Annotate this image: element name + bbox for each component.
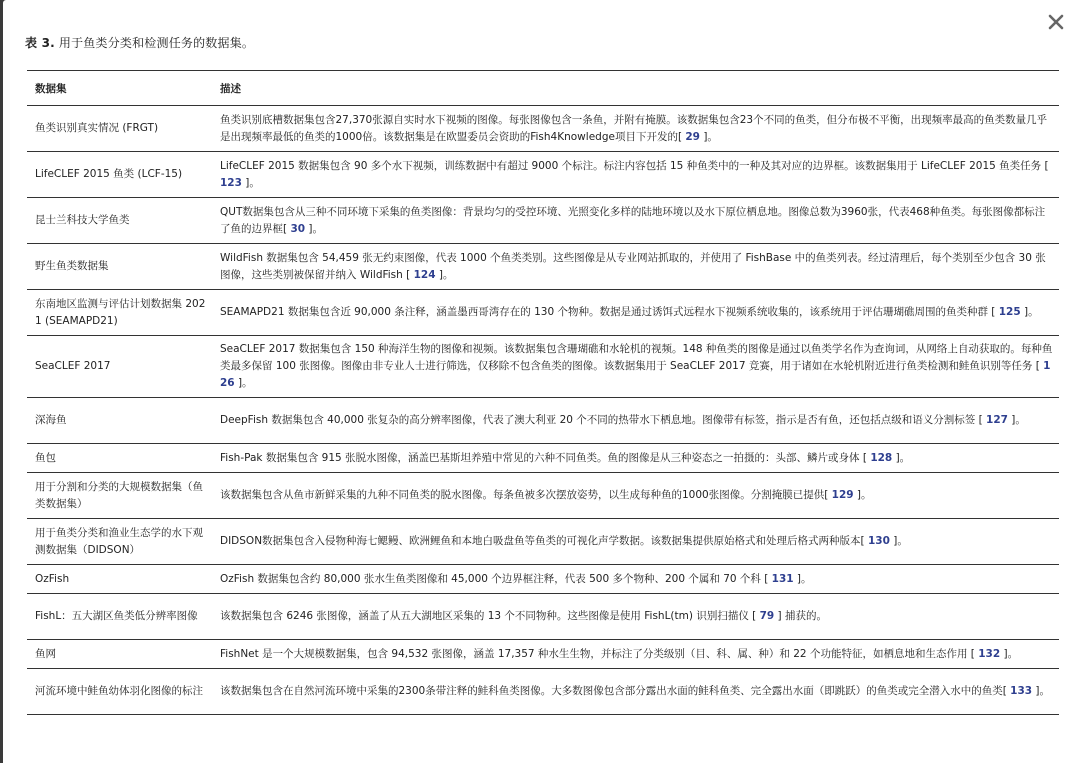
table-row (27, 565, 1059, 594)
dataset-name-cell: 东南地区监测与评估计划数据集 2021 (SEAMAPD21) (27, 290, 212, 336)
table-row (27, 152, 1059, 198)
datasets-table (27, 70, 1059, 715)
table-container (27, 70, 1059, 715)
dataset-name-cell: LifeCLEF 2015 鱼类 (LCF-15) (27, 152, 212, 198)
reference-link[interactable]: 29 (685, 130, 700, 143)
description-tail: ]。 (892, 451, 911, 464)
description-text: SEAMAPD21 数据集包含近 90,000 条注释，涵盖墨西哥湾存在的 130 个物种。数据是通过诱饵式远程水下视频系统收集的，该系统用于评估珊瑚礁周围的鱼类种群 [ (220, 306, 999, 318)
description-tail: ]。 (305, 222, 323, 235)
table-row (27, 473, 1059, 519)
reference-link[interactable]: 127 (986, 414, 1008, 426)
reference-link[interactable]: 123 (220, 176, 242, 189)
description-tail: ]。 (1000, 647, 1019, 660)
dataset-description-cell (212, 152, 1059, 198)
dataset-name-cell: 河流环境中鲑鱼幼体羽化图像的标注 (35, 685, 203, 697)
table-caption-text: 用于鱼类分类和检测任务的数据集。 (54, 36, 255, 50)
table-modal (3, 0, 1080, 763)
description-tail: ]。 (234, 377, 253, 389)
close-button[interactable] (1044, 10, 1068, 34)
reference-link[interactable]: 130 (867, 535, 890, 547)
table-row (27, 519, 1059, 565)
description-tail: ]。 (889, 535, 908, 547)
description-text: DIDSON数据集包含入侵物种海七鳃鳗、欧洲鲤鱼和本地白吸盘鱼等鱼类的可视化声学数据。该数据集提供原始格式和处理后格式两种版本[ (220, 535, 868, 547)
description-text: 鱼类识别底槽数据集包含27,370张源自实时水下视频的图像。每张图像包含一条鱼，并附有掩膜。该数据集包含23个不同的鱼类，但分布极不平衡，出现频率最高的鱼类数量几乎是出现频率最低的鱼类的1000倍。该数据集是在欧盟委员会资助的Fish4Knowledge项目下开发的[ (220, 113, 1048, 143)
reference-link[interactable]: 126 (220, 360, 1051, 389)
table-caption-label: 表 3. (25, 36, 55, 50)
description-tail: ]。 (241, 176, 260, 189)
description-text: LifeCLEF 2015 数据集包含 90 多个水下视频，训练数据中有超过 9000 个标注。标注内容包括 15 种鱼类中的一种及其对应的边界框。该数据集用于 LifeCLEF 2015 鱼类任务 [ (220, 159, 1049, 172)
dataset-name-cell: 用于鱼类分类和渔业生态学的水下观测数据集（DIDSON） (27, 519, 212, 565)
table-row (27, 640, 1059, 669)
reference-link[interactable]: 128 (870, 451, 893, 464)
description-text: DeepFish 数据集包含 40,000 张复杂的高分辨率图像，代表了澳大利亚 20 个不同的热带水下栖息地。图像带有标签，指示是否有鱼，还包括点级和语义分割标签 [ (220, 414, 987, 426)
description-tail: ]。 (435, 268, 454, 281)
table-row (27, 106, 1059, 152)
dataset-description-cell (212, 473, 1059, 519)
close-icon[interactable] (1044, 10, 1068, 34)
dataset-description-cell (212, 519, 1059, 565)
dataset-description-cell (212, 398, 1059, 444)
dataset-description-cell (212, 198, 1059, 244)
reference-link[interactable]: 79 (759, 610, 775, 622)
dataset-name-cell: FishL：五大湖区鱼类低分辨率图像 (27, 594, 212, 640)
column-header-dataset: 数据集 (27, 71, 212, 106)
reference-link[interactable]: 133 (1010, 685, 1033, 697)
dataset-name-cell: 野生鱼类数据集 (27, 244, 212, 290)
dataset-name-cell: 鱼网 (27, 640, 212, 669)
table-header-row (27, 71, 1059, 106)
description-tail: ]。 (1007, 414, 1026, 426)
reference-link[interactable]: 124 (413, 268, 436, 281)
dataset-description-cell (212, 565, 1059, 594)
description-tail: ]。 (853, 489, 872, 501)
dataset-name-cell: SeaCLEF 2017 (27, 336, 212, 398)
table-row (27, 244, 1059, 290)
dataset-description-cell (212, 244, 1059, 290)
dataset-name-cell: 深海鱼 (27, 398, 212, 444)
reference-link[interactable]: 132 (978, 647, 1001, 660)
description-tail: ]。 (700, 130, 718, 143)
dataset-name-cell: OzFish (27, 565, 212, 594)
table-row (27, 198, 1059, 244)
description-text: Fish-Pak 数据集包含 915 张脱水图像，涵盖巴基斯坦养殖中常见的六种不同鱼类。鱼的图像是从三种姿态之一拍摄的：头部、鳞片或身体 [ (220, 451, 871, 464)
table-row (27, 594, 1059, 640)
description-text: QUT数据集包含从三种不同环境下采集的鱼类图像：背景均匀的受控环境、光照变化多样的陆地环境以及水下原位栖息地。图像总数为3960张，代表468种鱼类。每张图像都标注了鱼的边界框[ (220, 205, 1046, 235)
description-tail: ] 捕获的。 (774, 610, 827, 622)
description-tail: ]。 (793, 572, 812, 585)
table-body (27, 106, 1059, 715)
reference-link[interactable]: 131 (771, 572, 794, 585)
description-tail: ]。 (1032, 685, 1051, 697)
dataset-description-cell (212, 290, 1059, 336)
dataset-name-cell: 昆士兰科技大学鱼类 (27, 198, 212, 244)
dataset-description-cell (212, 444, 1059, 473)
description-text: 该数据集包含 6246 张图像，涵盖了从五大湖地区采集的 13 个不同物种。这些图像是使用 FishL(tm) 识别扫描仪 [ (220, 610, 760, 622)
dataset-name-cell: 鱼包 (27, 444, 212, 473)
description-text: OzFish 数据集包含约 80,000 张水生鱼类图像和 45,000 个边界框注释，代表 500 多个物种、200 个属和 70 个科 [ (220, 572, 772, 585)
table-row (27, 290, 1059, 336)
dataset-name-cell: 用于分割和分类的大规模数据集（鱼类数据集） (27, 473, 212, 519)
reference-link[interactable]: 30 (290, 222, 306, 235)
description-text: 该数据集包含从鱼市新鲜采集的九种不同鱼类的脱水图像。每条鱼被多次摆放姿势，以生成每种鱼的1000张图像。分割掩膜已提供[ (220, 489, 832, 501)
dataset-name-cell: 鱼类识别真实情况 (FRGT) (27, 106, 212, 152)
table-row (27, 398, 1059, 444)
reference-link[interactable]: 125 (998, 306, 1021, 318)
table-caption (25, 34, 254, 51)
table-row (27, 444, 1059, 473)
reference-link[interactable]: 129 (831, 489, 854, 501)
description-text: 该数据集包含在自然河流环境中采集的2300条带注释的鲑科鱼类图像。大多数图像包含部分露出水面的鲑科鱼类、完全露出水面（即跳跃）的鱼类或完全潜入水中的鱼类[ (220, 685, 1011, 697)
column-header-description: 描述 (212, 71, 1059, 106)
table-row (27, 336, 1059, 398)
dataset-description-cell (212, 106, 1059, 152)
dataset-description-cell (212, 640, 1059, 669)
description-text: SeaCLEF 2017 数据集包含 150 种海洋生物的图像和视频。该数据集包含珊瑚礁和水轮机的视频。148 种鱼类的图像是通过以鱼类学名作为查询词，从网络上自动获取的。每种鱼类最多保留 100 张图像。图像由非专业人士进行筛选，仅移除不包含鱼类的图像。该数据集用于 SeaCLEF 2017 竞赛，用于诸如在水轮机附近进行鱼类检测和鲑鱼识别等任务 [ (220, 343, 1053, 372)
dataset-description-cell (212, 594, 1059, 640)
description-text: WildFish 数据集包含 54,459 张无约束图像，代表 1000 个鱼类类别。这些图像是从专业网站抓取的，并使用了 FishBase 中的鱼类列表。经过清理后，每个类别至少包含 30 张图像，这些类别被保留并纳入 WildFish [ (220, 251, 1046, 281)
dataset-description-cell (212, 336, 1059, 398)
dataset-description-cell (212, 669, 1059, 715)
description-tail: ]。 (1020, 306, 1039, 318)
table-row (27, 669, 1059, 715)
description-text: FishNet 是一个大规模数据集，包含 94,532 张图像，涵盖 17,357 种水生生物，并标注了分类级别（目、科、属、种）和 22 个功能特征，如栖息地和生态作用 [ (220, 647, 979, 660)
